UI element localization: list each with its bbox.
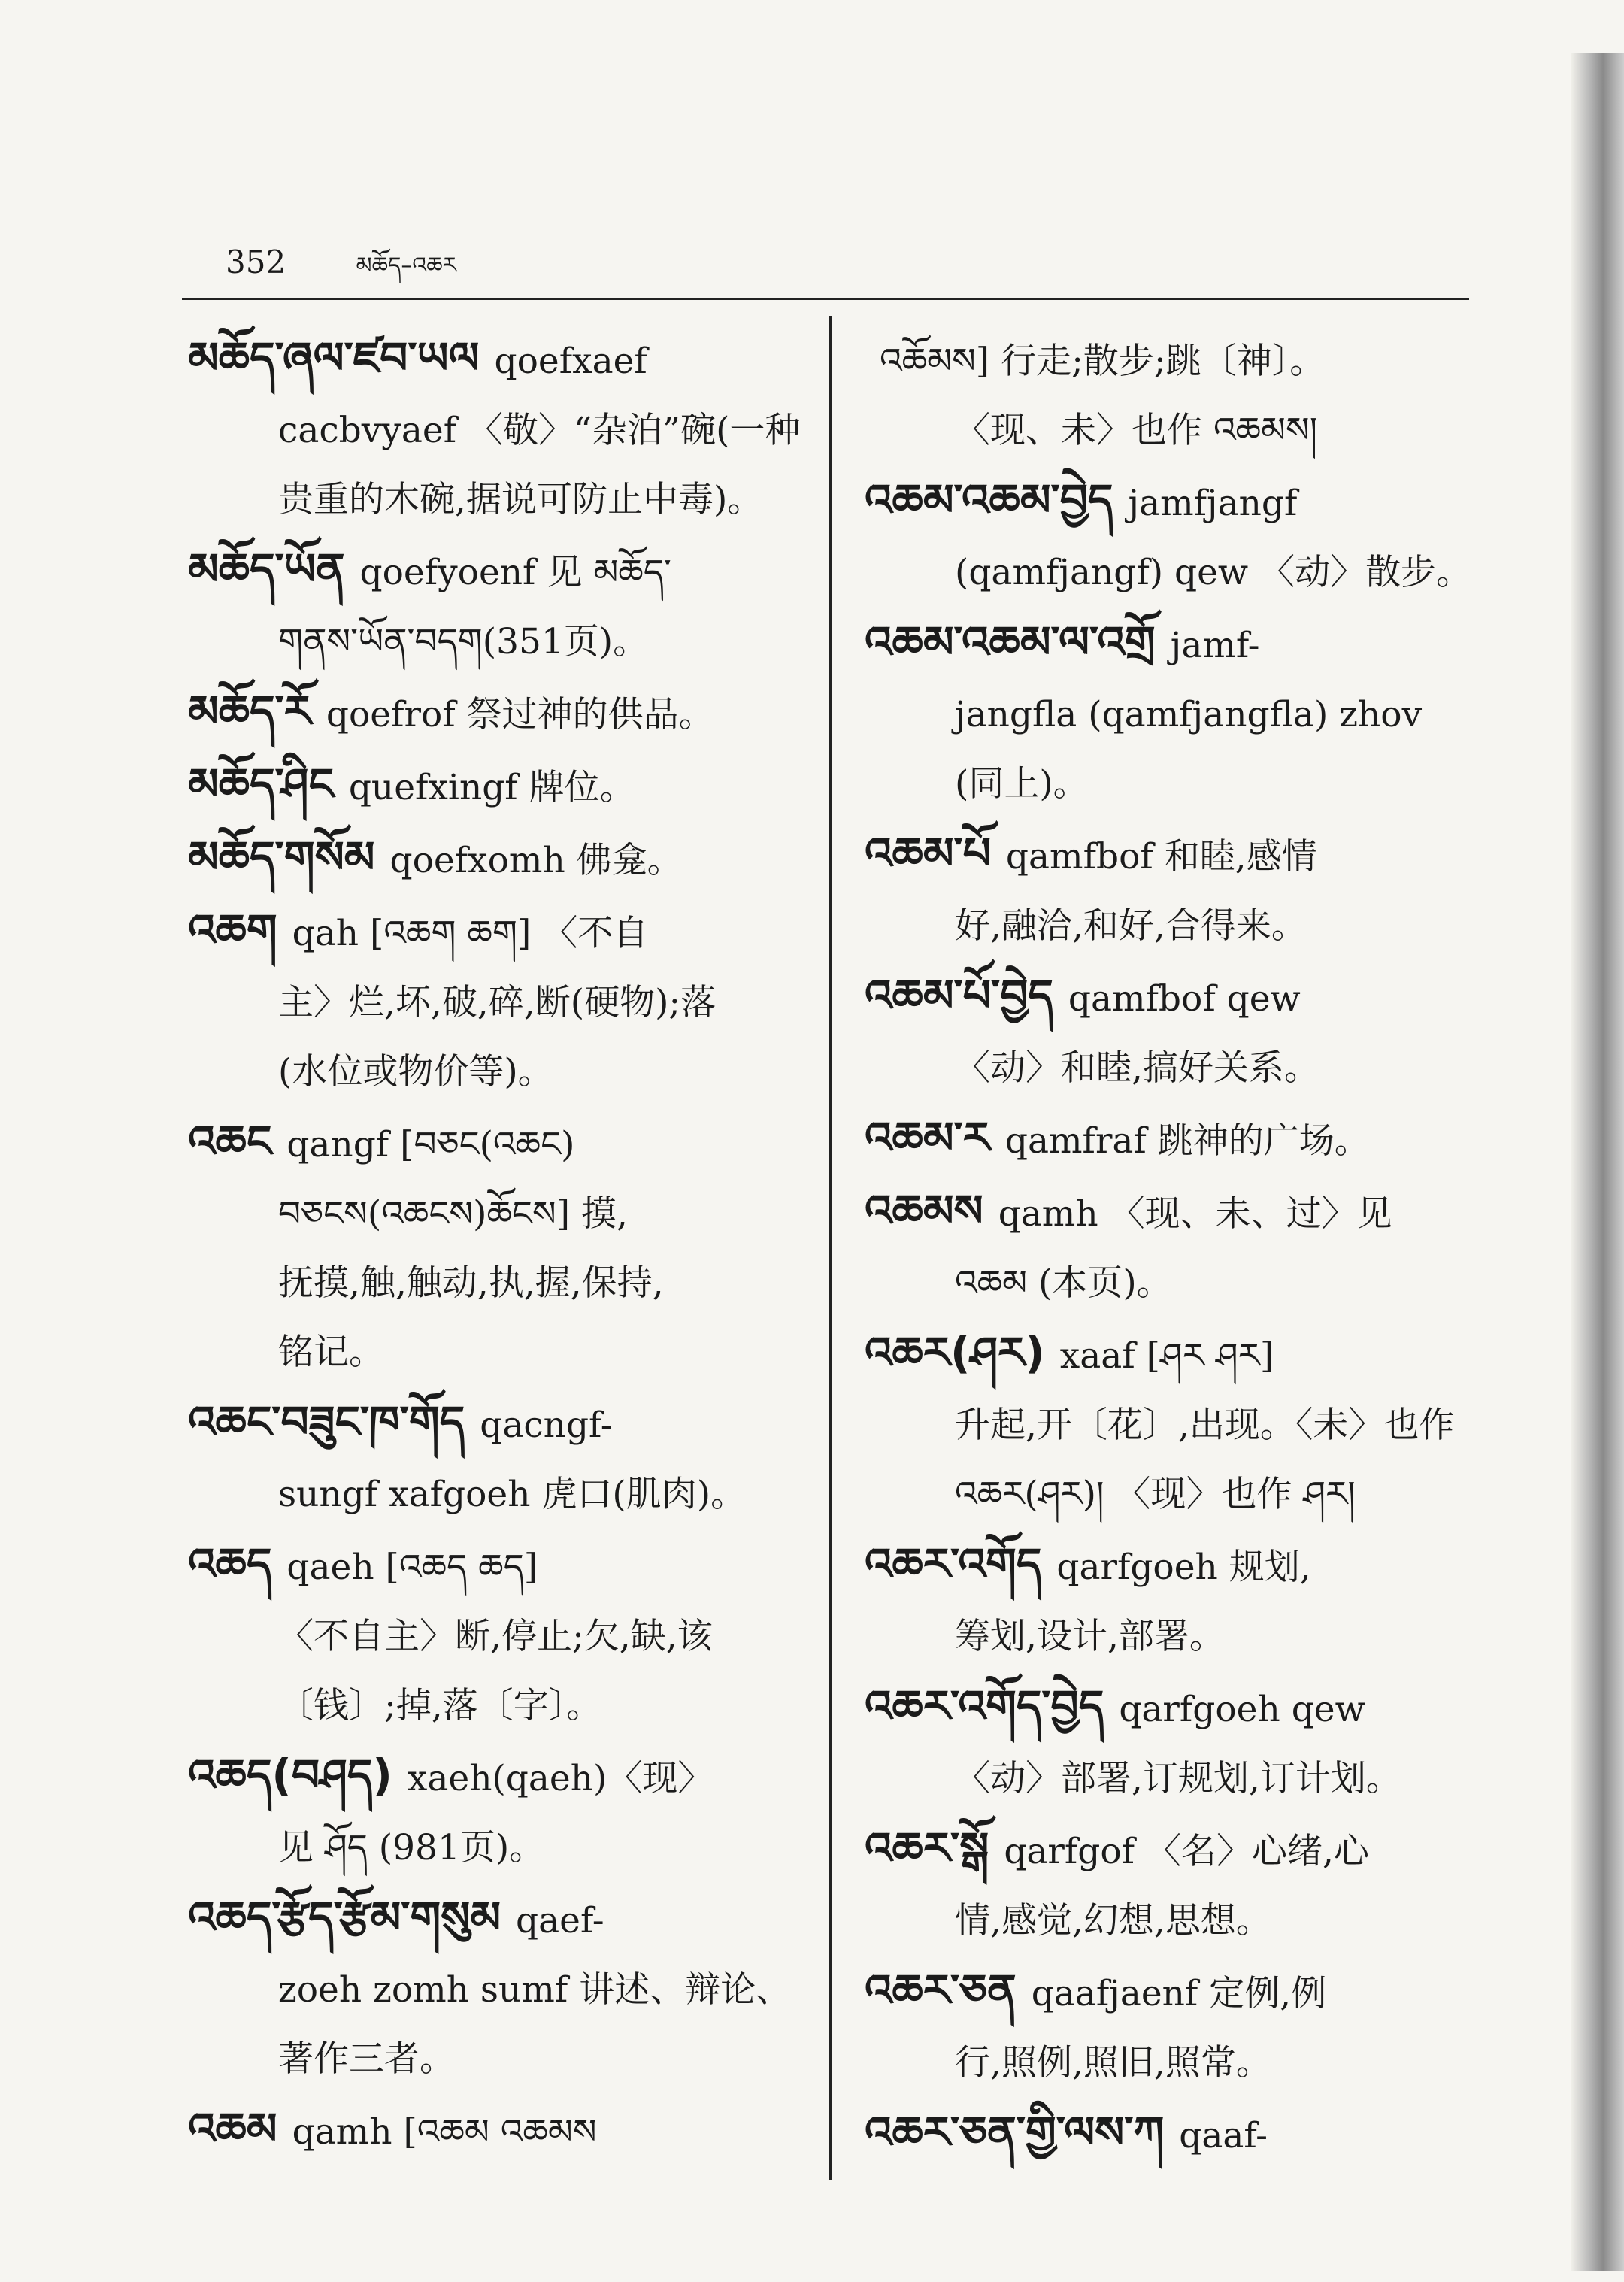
headword: མཆོད་ཤིང bbox=[188, 759, 334, 810]
entry-first-line: jamf- bbox=[1170, 625, 1260, 666]
headword: འཆམ bbox=[188, 2103, 277, 2154]
entry-first-line: qamh [འཆམ འཆམས bbox=[292, 2111, 597, 2153]
dictionary-entry bbox=[865, 323, 1490, 465]
entry-first-line: jamfjangf bbox=[1128, 483, 1298, 524]
entry-first-line: qoefxaef bbox=[494, 341, 647, 382]
page-header bbox=[226, 241, 456, 304]
dictionary-entry bbox=[865, 961, 1490, 1103]
dictionary-entry bbox=[188, 1883, 816, 2094]
entry-continuation-line: 见 ཤོད (981页)。 bbox=[278, 1827, 545, 1868]
headword: འཆར(ཤར) bbox=[865, 1327, 1045, 1378]
headword: འཆམ་ར bbox=[865, 1112, 990, 1163]
headword: མཆོད་གསོམ bbox=[188, 832, 375, 883]
headword: མཆོད་རོ bbox=[188, 686, 311, 737]
entry-first-line: འཆོམས] 行走;散步;跳〔神〕。 bbox=[880, 341, 1326, 382]
entry-first-line: xaeh(qaeh)〈现〉 bbox=[407, 1758, 714, 1799]
entry-continuation-line: 升起,开〔花〕,出现。〈未〉也作 bbox=[955, 1405, 1455, 1446]
entry-first-line: quefxingf 牌位。 bbox=[348, 767, 635, 808]
dictionary-entry bbox=[865, 1671, 1490, 1814]
entry-first-line: qacngf- bbox=[480, 1405, 613, 1446]
entry-continuation-line: 情,感觉,幻想,思想。 bbox=[955, 1900, 1271, 1941]
headword: འཆར་ཅན་གྱི་ལས་ཀ bbox=[865, 2107, 1165, 2158]
entry-first-line: qarfgoeh qew bbox=[1119, 1689, 1365, 1730]
entry-continuation-line: 抚摸,触,触动,执,握,保持, bbox=[278, 1262, 664, 1304]
headword: འཆད(བཤད) bbox=[188, 1750, 392, 1801]
entry-first-line: qamfbof qew bbox=[1068, 978, 1301, 1020]
entry-first-line: qoefxomh 佛龛。 bbox=[389, 840, 683, 881]
entry-continuation-line: 〈动〉和睦,搞好关系。 bbox=[955, 1047, 1320, 1089]
page-edge bbox=[1571, 53, 1624, 2271]
entry-first-line: qaaf- bbox=[1179, 2115, 1268, 2156]
dictionary-entry bbox=[865, 819, 1490, 961]
entry-first-line: qaafjaenf 定例,例 bbox=[1031, 1973, 1327, 2014]
headword: འཆམ་འཆམ་ལ་འགྲོ bbox=[865, 617, 1156, 668]
entry-first-line: qamfbof 和睦,感情 bbox=[1005, 836, 1317, 877]
entry-continuation-line: 贵重的木碗,据说可防止中毒)。 bbox=[278, 479, 763, 520]
dictionary-entry bbox=[188, 323, 816, 535]
entry-continuation-line: sungf xafgoeh 虎口(肌肉)。 bbox=[278, 1474, 747, 1515]
entry-first-line: xaaf [ཤར ཤར] bbox=[1059, 1335, 1274, 1377]
dictionary-entry bbox=[865, 1103, 1490, 1176]
entry-continuation-line: 〈不自主〉断,停止;欠,缺,该 bbox=[278, 1616, 713, 1657]
entry-first-line: qaef- bbox=[516, 1900, 604, 1941]
running-head: མཆོད–འཆར bbox=[356, 253, 457, 279]
entry-continuation-line: 行,照例,照旧,照常。 bbox=[955, 2042, 1271, 2083]
entry-first-line: qoefyoenf 见 མཆོད་ bbox=[359, 552, 671, 593]
headword: འཆད bbox=[188, 1538, 272, 1590]
headword: འཆམ་པོ་བྱེད bbox=[865, 970, 1053, 1021]
dictionary-entry bbox=[188, 823, 816, 896]
entry-first-line: qangf [བཅང(འཆང) bbox=[286, 1124, 575, 1165]
dictionary-entry bbox=[188, 2094, 816, 2167]
headword: འཆར་སྒོ bbox=[865, 1823, 989, 1874]
headword: འཆར་འགོད་བྱེད bbox=[865, 1680, 1104, 1732]
entry-first-line: qah [འཆག ཆག] 〈不自 bbox=[292, 913, 649, 954]
entry-continuation-line: 〈动〉部署,订规划,订计划。 bbox=[955, 1758, 1401, 1799]
dictionary-entry bbox=[188, 1529, 816, 1741]
headword: འཆམ་པོ bbox=[865, 828, 991, 879]
header-rule bbox=[182, 298, 1469, 300]
entry-continuation-line: 〔钱〕;掉,落〔字〕。 bbox=[278, 1685, 602, 1726]
entry-continuation-line: (同上)。 bbox=[955, 763, 1089, 805]
entry-continuation-line: བཅངས(འཆངས)ཆོངས] 摸, bbox=[278, 1193, 628, 1235]
entry-first-line: qamh 〈现、未、过〉见 bbox=[998, 1193, 1392, 1235]
dictionary-entry bbox=[865, 608, 1490, 819]
dictionary-entry bbox=[865, 1814, 1490, 1956]
entry-continuation-line: 筹划,设计,部署。 bbox=[955, 1616, 1225, 1657]
dictionary-entry bbox=[865, 1529, 1490, 1671]
dictionary-entry bbox=[188, 535, 816, 677]
dictionary-entry bbox=[188, 750, 816, 823]
entry-continuation-line: 〈现、未〉也作 འཆམས། bbox=[955, 410, 1318, 451]
entry-continuation-line: (qamfjangf) qew 〈动〉散步。 bbox=[955, 552, 1472, 593]
entry-continuation-line: 好,融洽,和好,合得来。 bbox=[955, 905, 1307, 947]
dictionary-entry bbox=[865, 1176, 1490, 1318]
dictionary-entry bbox=[865, 1318, 1490, 1529]
left-column bbox=[188, 323, 816, 2167]
right-column bbox=[865, 323, 1490, 2171]
entry-first-line: qamfraf 跳神的广场。 bbox=[1004, 1120, 1370, 1162]
entry-continuation-line: གནས་ཡོན་བདག(351页)。 bbox=[278, 621, 649, 662]
entry-continuation-line: 铭记。 bbox=[278, 1332, 384, 1373]
entry-continuation-line: འཆམ (本页)。 bbox=[955, 1262, 1172, 1304]
headword: འཆར་འགོད bbox=[865, 1538, 1042, 1590]
headword: འཆད་རྩོད་རྩོམ་གསུམ bbox=[188, 1892, 501, 1943]
entry-continuation-line: zoeh zomh sumf 讲述、辩论、 bbox=[278, 1969, 792, 2011]
headword: འཆམས bbox=[865, 1185, 983, 1236]
entry-continuation-line: (水位或物价等)。 bbox=[278, 1051, 553, 1093]
dictionary-entry bbox=[865, 1956, 1490, 2098]
column-divider bbox=[829, 316, 832, 2180]
headword: འཆར་ཅན bbox=[865, 1965, 1017, 2016]
entry-continuation-line: 著作三者。 bbox=[278, 2038, 455, 2080]
entry-first-line: qarfgof 〈名〉心绪,心 bbox=[1004, 1831, 1369, 1872]
dictionary-entry bbox=[188, 677, 816, 750]
entry-first-line: qarfgoeh 规划, bbox=[1056, 1547, 1311, 1588]
page-number: 352 bbox=[226, 244, 286, 280]
entry-continuation-line: jangfla (qamfjangfla) zhov bbox=[955, 694, 1423, 735]
headword: འཆང bbox=[188, 1116, 272, 1167]
entry-first-line: qoefrof 祭过神的供品。 bbox=[326, 694, 714, 735]
headword: འཆམ་འཆམ་བྱེད bbox=[865, 474, 1113, 526]
dictionary-entry bbox=[865, 2098, 1490, 2171]
entry-first-line: qaeh [འཆད ཆད] bbox=[286, 1547, 538, 1588]
headword: འཆང་བཟུང་ཁ་གོད bbox=[188, 1396, 465, 1447]
headword: མཆོད་ཞལ་ཛབ་ཡལ bbox=[188, 332, 480, 383]
entry-continuation-line: cacbvyaef 〈敬〉“杂泊”碗(一种 bbox=[278, 410, 801, 451]
dictionary-entry bbox=[188, 1387, 816, 1529]
dictionary-entry bbox=[188, 896, 816, 1107]
dictionary-entry bbox=[188, 1741, 816, 1883]
entry-continuation-line: འཆར(ཤར)། 〈现〉也作 ཤར། bbox=[955, 1474, 1356, 1515]
entry-continuation-line: 主〉烂,坏,破,碎,断(硬物);落 bbox=[278, 982, 717, 1023]
dictionary-entry bbox=[188, 1107, 816, 1387]
headword: འཆག bbox=[188, 905, 277, 956]
headword: མཆོད་ཡོན bbox=[188, 544, 345, 595]
dictionary-entry bbox=[865, 465, 1490, 608]
